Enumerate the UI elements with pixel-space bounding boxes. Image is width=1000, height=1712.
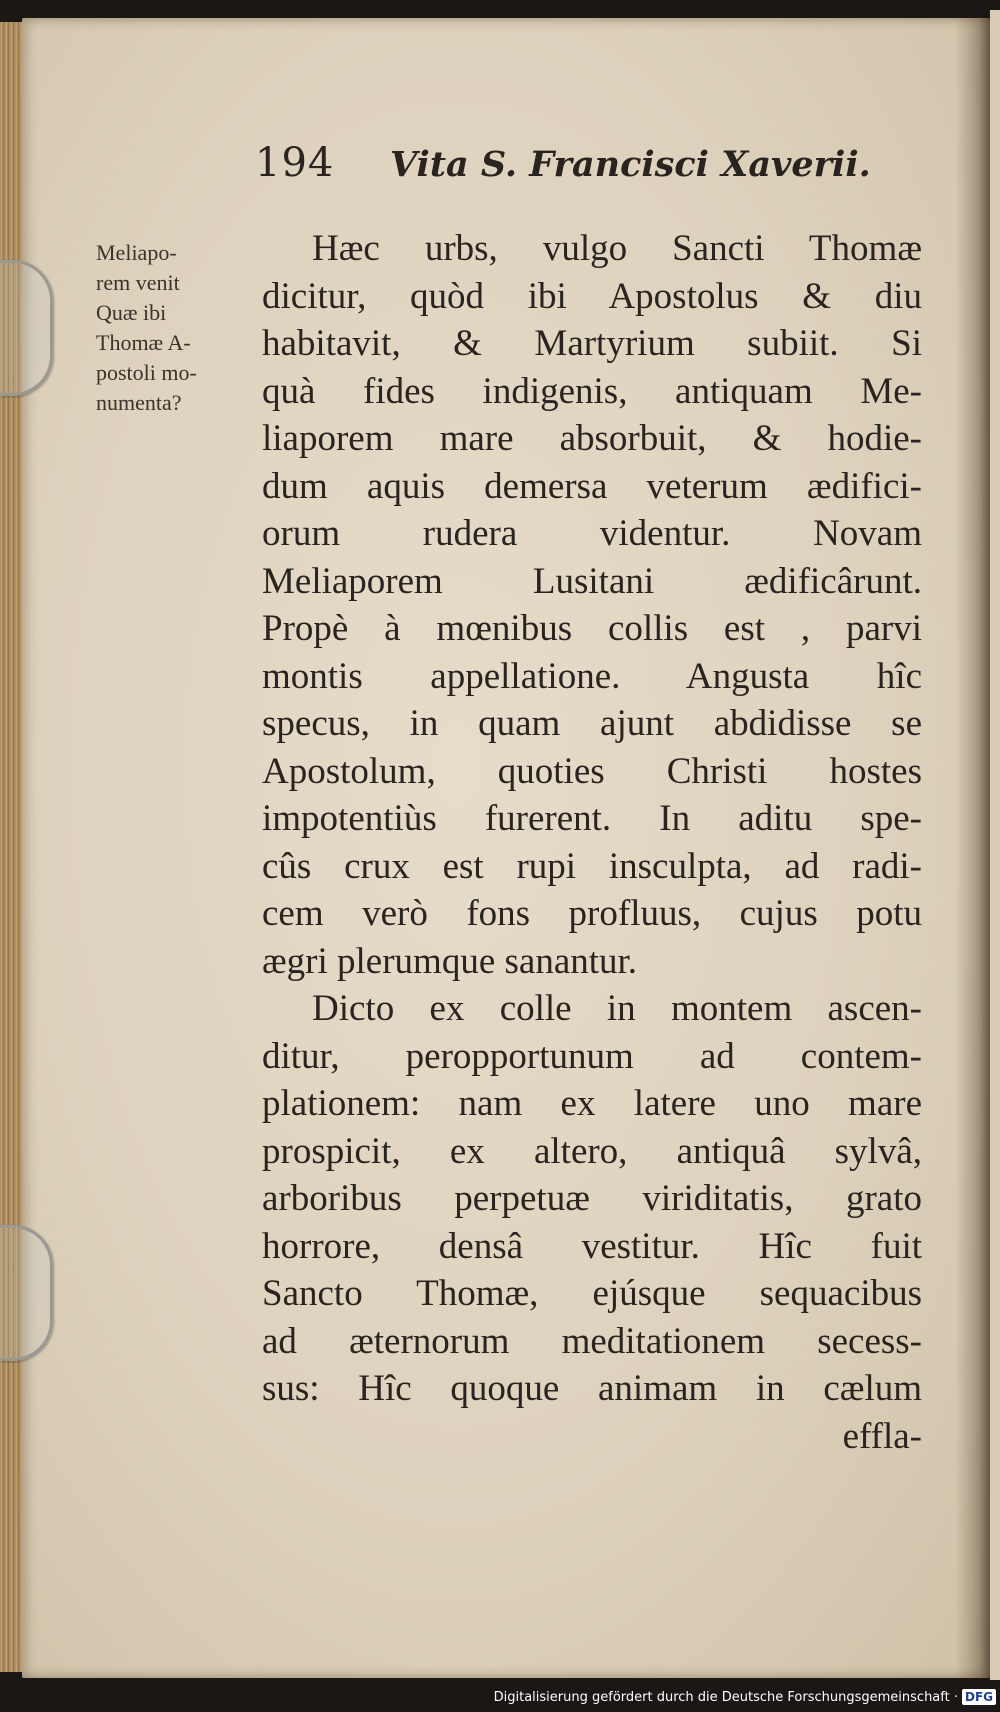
body-text [262,225,922,1460]
page-number: 194 [255,140,335,186]
running-title: Vita S. Francisci Xaverii. [390,144,871,185]
text-line: ad æternorum meditationem secess- [262,1320,922,1362]
text-line: impotentiùs furerent. In aditu spe- [262,798,922,839]
text-line: cûs crux est rupi insculpta, ad radi- [262,845,922,887]
text-line: liaporem mare absorbuit, & hodie- [262,418,922,459]
text-line: cem verò fons profluus, cujus potu [262,893,922,934]
text-line: Sancto Thomæ, ejúsque sequacibus [262,1273,922,1314]
facing-page-edge [990,10,1000,1680]
text-line: ægri plerumque sanantur. [262,940,638,982]
text-line: prospicit, ex altero, antiquâ sylvâ, [262,1130,922,1172]
text-line: Hæc urbs, vulgo Sancti Thomæ [312,228,922,269]
page-clip-bottom [0,1225,53,1361]
text-line: dum aquis demersa veterum ædifici- [262,465,922,507]
margin-note-line: numenta? [96,390,182,415]
text-line: arboribus perpetuæ viriditatis, grato [262,1178,922,1219]
page-clip-top [0,260,53,396]
text-line: plationem: nam ex latere uno mare [262,1083,922,1124]
text-line: Meliaporem Lusitani ædificârunt. [262,560,922,602]
dfg-logo: DFG [962,1689,996,1705]
margin-note-line: Meliapo- [96,240,177,265]
text-line: montis appellatione. Angusta hîc [262,655,922,697]
text-line: Apostolum, quoties Christi hostes [262,750,922,792]
text-line: Propè à mœnibus collis est , parvi [262,608,922,649]
text-line: orum rudera videntur. Novam [262,513,922,554]
text-line: sus: Hîc quoque animam in cælum [262,1368,922,1409]
margin-note-line: rem venit [96,270,180,295]
credit-text: Digitalisierung gefördert durch die Deutsche Forschungsgemeinschaft · [493,1689,958,1705]
margin-note-line: postoli mo- [96,360,197,385]
text-line: specus, in quam ajunt abdidisse se [262,703,922,744]
binding-shadow [955,18,990,1678]
catchword: effla- [842,1415,922,1457]
text-line: horrore, densâ vestitur. Hîc fuit [262,1225,922,1267]
text-line: ditur, peropportunum ad contem- [262,1035,922,1077]
text-line: habitavit, & Martyrium subiit. Si [262,323,922,364]
margin-note-line: Thomæ A- [96,330,191,355]
margin-note-line: Quæ ibi [96,300,167,325]
text-line: Dicto ex colle in montem ascen- [312,988,922,1029]
text-line: quà fides indigenis, antiquam Me- [262,370,922,412]
marginal-note [96,238,266,418]
digitization-credit [494,1686,996,1708]
page-header [255,140,915,200]
text-line: dicitur, quòd ibi Apostolus & diu [262,275,922,317]
